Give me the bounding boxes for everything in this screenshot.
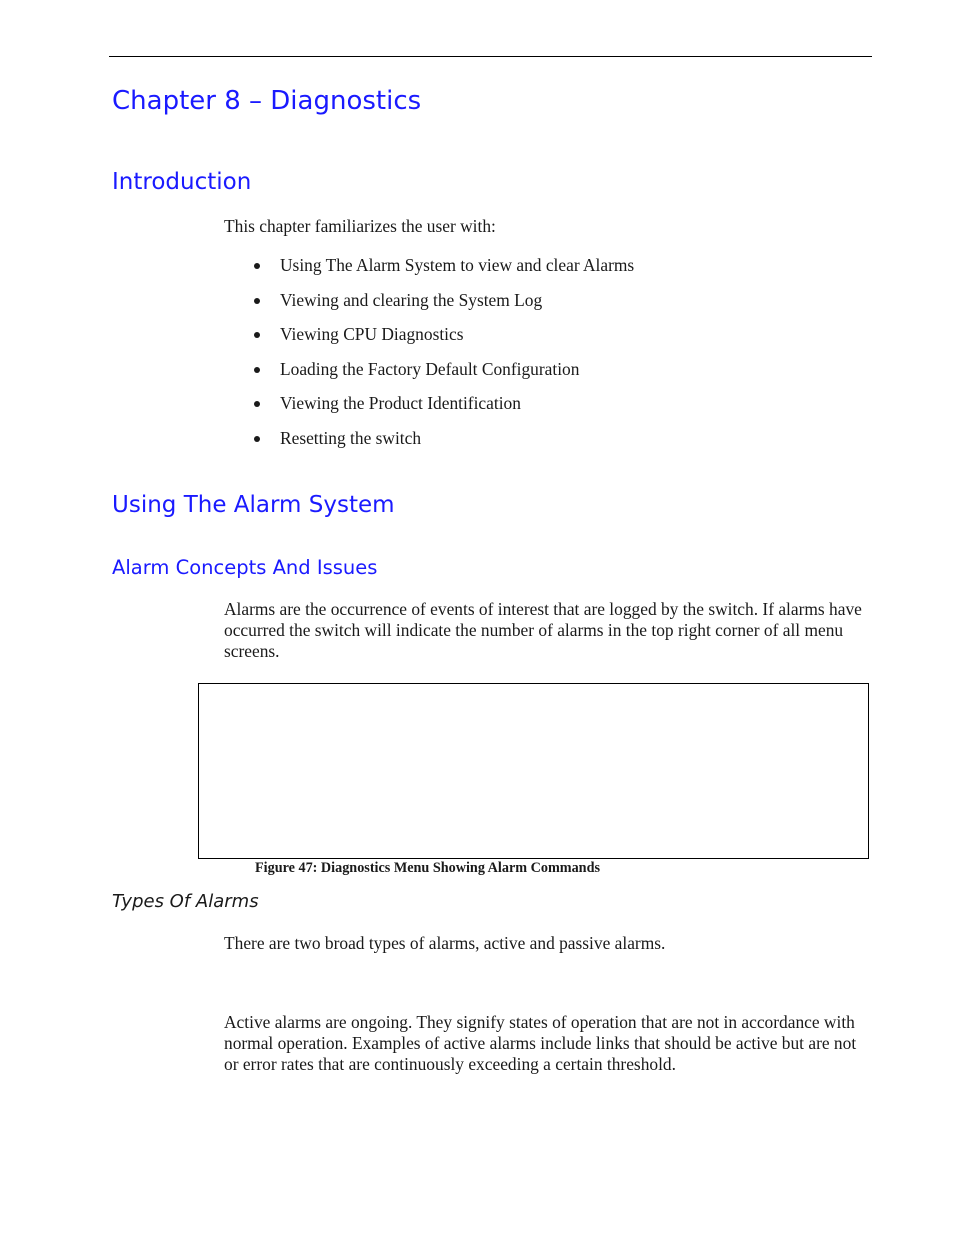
figure-frame <box>198 683 869 859</box>
list-item-text: Viewing and clearing the System Log <box>280 289 543 310</box>
bullet-icon <box>254 332 260 338</box>
list-item-text: Using The Alarm System to view and clear Alarms <box>280 255 635 275</box>
list-item-text: Loading the Factory Default Configuration <box>280 358 580 379</box>
figure-caption: Figure 47: Diagnostics Menu Showing Alarm Commands <box>255 860 600 876</box>
chapter-title: Chapter 8 – Diagnostics <box>112 86 422 116</box>
bullet-icon <box>254 436 260 442</box>
header-rule <box>109 56 872 57</box>
bullet-icon <box>254 367 260 373</box>
list-item-text: Viewing the Product Identification <box>280 393 521 413</box>
list-item-text: Resetting the switch <box>280 427 422 448</box>
bullet-icon <box>254 298 260 304</box>
alarm-types-heading: Types Of Alarms <box>112 891 259 912</box>
alarm-concepts-heading: Alarm Concepts And Issues <box>112 556 378 579</box>
introduction-lead: This chapter familiarizes the user with: <box>224 216 496 236</box>
list-item-text: Viewing CPU Diagnostics <box>280 324 464 344</box>
active-alarms-paragraph: Active alarms are ongoing. They signify states of operation that are not in accordance with normal operation. Examples of active alarms include links that should be active but are not or error rates that are continuously exceeding a certain threshold. <box>224 1012 857 1074</box>
alarm-system-heading: Using The Alarm System <box>112 492 395 518</box>
alarm-concepts-paragraph: Alarms are the occurrence of events of interest that are logged by the switch. If alarms have occurred the switch will indicate the number of alarms in the top right corner of all menu screens. <box>224 599 862 661</box>
bullet-icon <box>254 401 260 407</box>
alarm-types-paragraph: There are two broad types of alarms, active and passive alarms. <box>224 933 666 953</box>
introduction-heading: Introduction <box>112 169 252 195</box>
bullet-icon <box>254 263 260 269</box>
